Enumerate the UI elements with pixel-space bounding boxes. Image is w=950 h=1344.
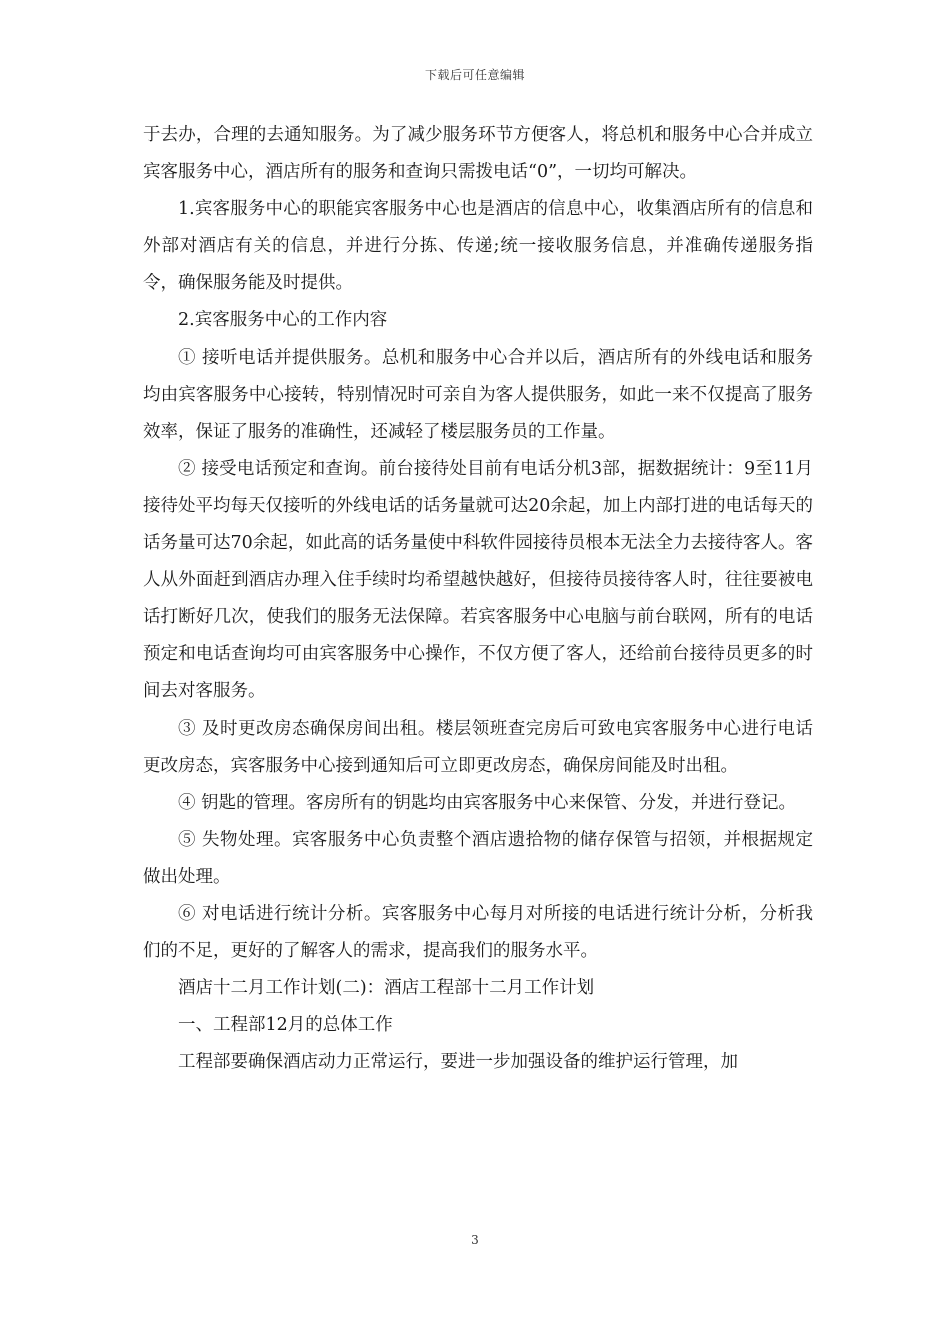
paragraph: ③ 及时更改房态确保房间出租。楼层领班查完房后可致电宾客服务中心进行电话更改房态，宾客服务中心接到通知后可立即更改房态，确保房间能及时出租。 [143, 718, 813, 776]
paragraph: 一、工程部12月的总体工作 [178, 1015, 393, 1036]
page-number: 3 [471, 1233, 479, 1247]
paragraph: 1.宾客服务中心的职能宾客服务中心也是酒店的信息中心，收集酒店所有的信息和外部对酒店有关的信息，并进行分拣、传递;统一接收服务信息，并准确传递服务指令，确保服务能及时提供。 [143, 199, 813, 294]
paragraph: ① 接听电话并提供服务。总机和服务中心合并以后，酒店所有的外线电话和服务均由宾客服务中心接转，特别情况时可亲自为客人提供服务，如此一来不仅提高了服务效率，保证了服务的准确性，还减轻了楼层服务员的工作量。 [143, 347, 813, 442]
paragraph: ⑥ 对电话进行统计分析。宾客服务中心每月对所接的电话进行统计分析，分析我们的不足，更好的了解客人的需求，提高我们的服务水平。 [143, 903, 813, 962]
page-header: 下载后可任意编辑 [424, 68, 525, 82]
paragraph: ⑤ 失物处理。宾客服务中心负责整个酒店遗拾物的储存保管与招领，并根据规定做出处理。 [143, 829, 813, 887]
paragraph: 2.宾客服务中心的工作内容 [178, 310, 388, 331]
paragraph: 于去办，合理的去通知服务。为了减少服务环节方便客人，将总机和服务中心合并成立宾客服务中心，酒店所有的服务和查询只需拨电话“0”，一切均可解决。 [143, 125, 813, 183]
paragraph: ④ 钥匙的管理。客房所有的钥匙均由宾客服务中心来保管、分发，并进行登记。 [178, 792, 797, 813]
document-body [143, 117, 813, 1081]
paragraph: 酒店十二月工作计划(二)：酒店工程部十二月工作计划 [178, 978, 595, 999]
paragraph: 工程部要确保酒店动力正常运行，要进一步加强设备的维护运行管理，加 [178, 1052, 738, 1073]
paragraph: ② 接受电话预定和查询。前台接待处目前有电话分机3部，据数据统计：9至11月接待处平均每天仅接听的外线电话的话务量就可达20余起，加上内部打进的电话每天的话务量可达70余起，如此高的话务量使中科软件园接待员根本无法全力去接待客人。客人从外面赶到酒店办理入住手续时均希望越快越好，但接待员接待客人时，往往要被电话打断好几次，使我们的服务无法保障。若宾客服务中心电脑与前台联网，所有的电话预定和电话查询均可由宾客服务中心操作，不仅方便了客人，还给前台接待员更多的时间去对客服务。 [143, 458, 813, 702]
